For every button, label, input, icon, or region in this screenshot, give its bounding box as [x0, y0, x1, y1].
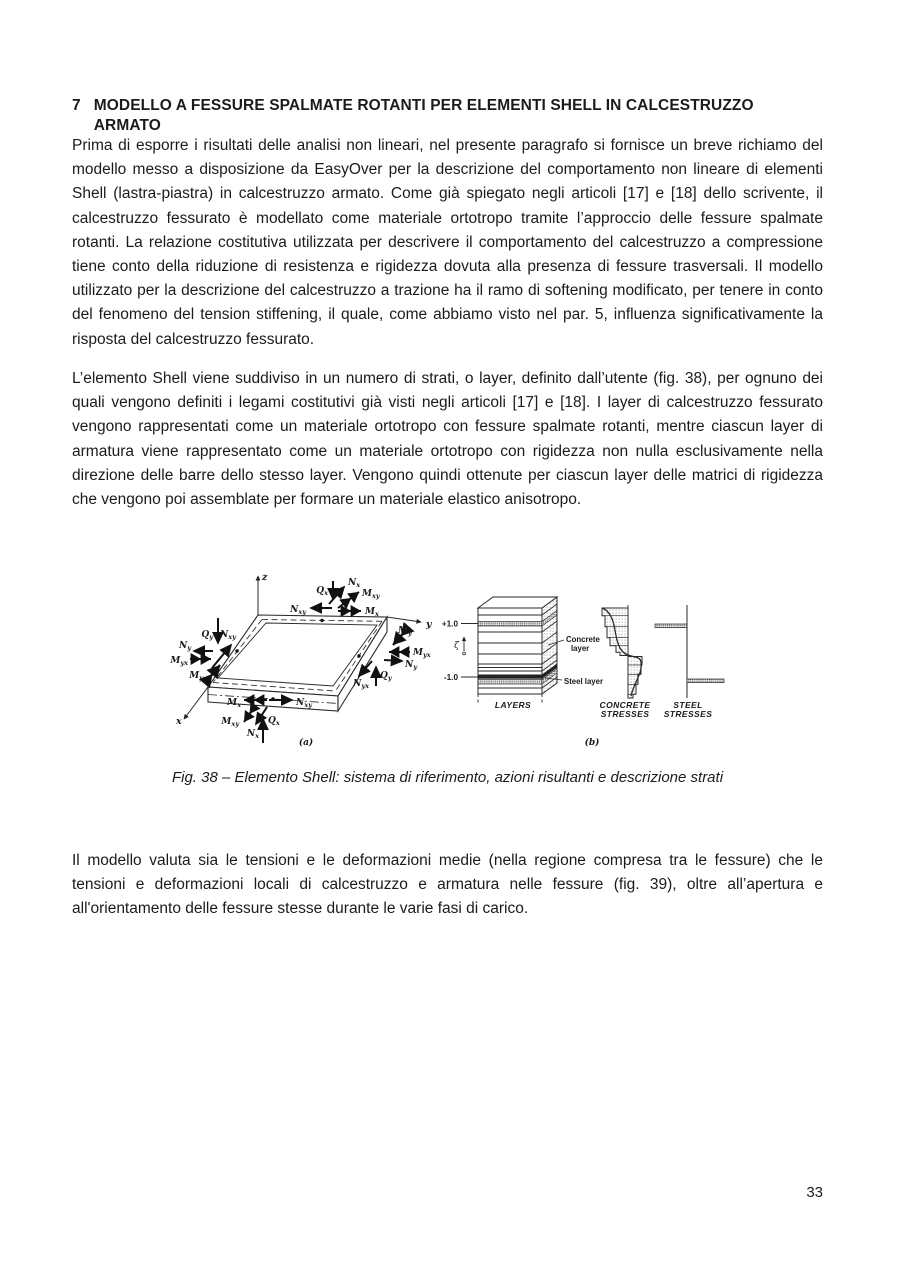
page-number: 33 [806, 1184, 823, 1201]
concrete-layer-label: Concrete [566, 635, 600, 644]
steel-stress-diagram [655, 605, 724, 698]
force-label: $M_x$ [365, 607, 379, 618]
force-label: $N_x$ [246, 729, 259, 740]
force-label: $N_{xy}$ [290, 605, 306, 616]
force-label: $N_{xy}$ [220, 630, 236, 641]
y-axis-label: y [426, 619, 432, 630]
paragraph-3: Il modello valuta sia le tensioni e le deformazioni medie (nella regione compresa tra le fessure) che le tensioni e deformazioni locali di calcestruzzo e armatura nelle fessure (fig. 39), oltre all’apertura e all'orientamento delle fessure stesse durante le varie fasi di carico. [72, 852, 823, 918]
force-label: $Q_y$ [201, 630, 213, 641]
steel-stresses-caption: STEEL [673, 700, 703, 710]
force-label: $Q_x$ [268, 716, 280, 727]
force-label: $N_y$ [405, 660, 418, 671]
force-label: $N_{xy}$ [296, 698, 312, 709]
z-axis-label: z [262, 572, 268, 583]
force-label: $M_{yx}$ [170, 656, 188, 667]
concrete-stress-diagram [602, 605, 642, 698]
force-label: $M_y$ [398, 626, 412, 637]
layered-box [478, 597, 557, 703]
layers-caption: LAYERS [494, 700, 532, 710]
force-label: $M_y$ [189, 671, 203, 682]
figure-caption: Fig. 38 – Elemento Shell: sistema di riferimento, azioni risultanti e descrizione strati [171, 769, 724, 786]
force-label: $N_{yx}$ [353, 679, 369, 690]
paragraph-2: L’elemento Shell viene suddiviso in un numero di strati, o layer, definito dall’utente (fig. 38), per ognuno dei quali vengono definiti i legami costitutivi già visti negli articoli [17] e [18]. I layer di calcestruzzo fessurato vengono rappresentati come un materiale ortotropo con fessure spalmate rotanti, mentre ciascun layer di armatura viene rappresentato come un materiale ortotropo con rigidezza non nulla esclusivamente nella direzione delle barre dello stesso layer. Vengono quindi ottenute per ciascun layer delle matrici di rigidezza che vengono poi assemblate per formare un materiale elastico anisotropo. [72, 370, 823, 509]
force-label: $N_x$ [348, 578, 361, 589]
figure-38 [150, 555, 770, 770]
x-axis-label: x [176, 716, 182, 727]
panel-b-layers [442, 597, 724, 748]
force-label: $M_{xy}$ [221, 717, 239, 728]
shell-slab [208, 615, 387, 711]
force-label: $M_{xy}$ [362, 589, 380, 600]
panel-a-shell-element [169, 572, 433, 748]
scale-top-label: +1.0 [441, 619, 458, 629]
panel-b-tag: (b) [584, 738, 600, 748]
figure-38-drawing [150, 555, 770, 770]
steel-layer-label: Steel layer [564, 677, 604, 686]
force-label: $M_x$ [227, 698, 241, 709]
force-label: $N_y$ [178, 641, 191, 652]
panel-a-tag: (a) [298, 738, 314, 748]
scale-bottom-label: -1.0 [443, 673, 458, 682]
section-number: 7 [72, 97, 81, 114]
force-label: $Q_y$ [380, 671, 392, 682]
concrete-stresses-caption: CONCRETE [599, 700, 651, 710]
force-label: $Q_x$ [316, 586, 328, 597]
zeta-scale [442, 620, 478, 683]
steel-stresses-caption-2: STRESSES [663, 709, 713, 719]
paragraph-1: Prima di esporre i risultati delle analisi non lineari, nel presente paragrafo si fornisce un breve richiamo del modello messo a disposizione da EasyOver per la descrizione del comportamento non lineare di elementi Shell (lastra-piastra) in calcestruzzo armato. Come già spiegato negli articoli [17] e [18] dello scrivente, il calcestruzzo fessurato è modellato come materiale ortotropo tramite l’approccio delle fessure spalmate rotanti. La relazione costitutiva utilizzata per descrivere il comportamento del calcestruzzo a compressione tiene conto della riduzione di resistenza e rigidezza dovuta alla presenza di fessure trasversali. Il modello utilizzato per la descrizione del calcestruzzo a trazione ha il ramo di softening modificato, per tenere in conto del fenomeno del tension stiffening, il quale, come abbiamo visto nel par. 5, influenza significativamente la risposta del calcestruzzo fessurato. [72, 137, 823, 348]
section-title: MODELLO A FESSURE SPALMATE ROTANTI PER ELEMENTI SHELL IN CALCESTRUZZO ARMATO [93, 97, 754, 134]
section-heading [72, 96, 823, 136]
x-axis [184, 687, 208, 719]
zeta-symbol: ζ [454, 641, 459, 651]
y-axis [387, 617, 421, 622]
force-label: $M_{yx}$ [413, 648, 431, 659]
concrete-stresses-caption-2: STRESSES [600, 709, 650, 719]
concrete-layer-label-2: layer [571, 644, 590, 653]
